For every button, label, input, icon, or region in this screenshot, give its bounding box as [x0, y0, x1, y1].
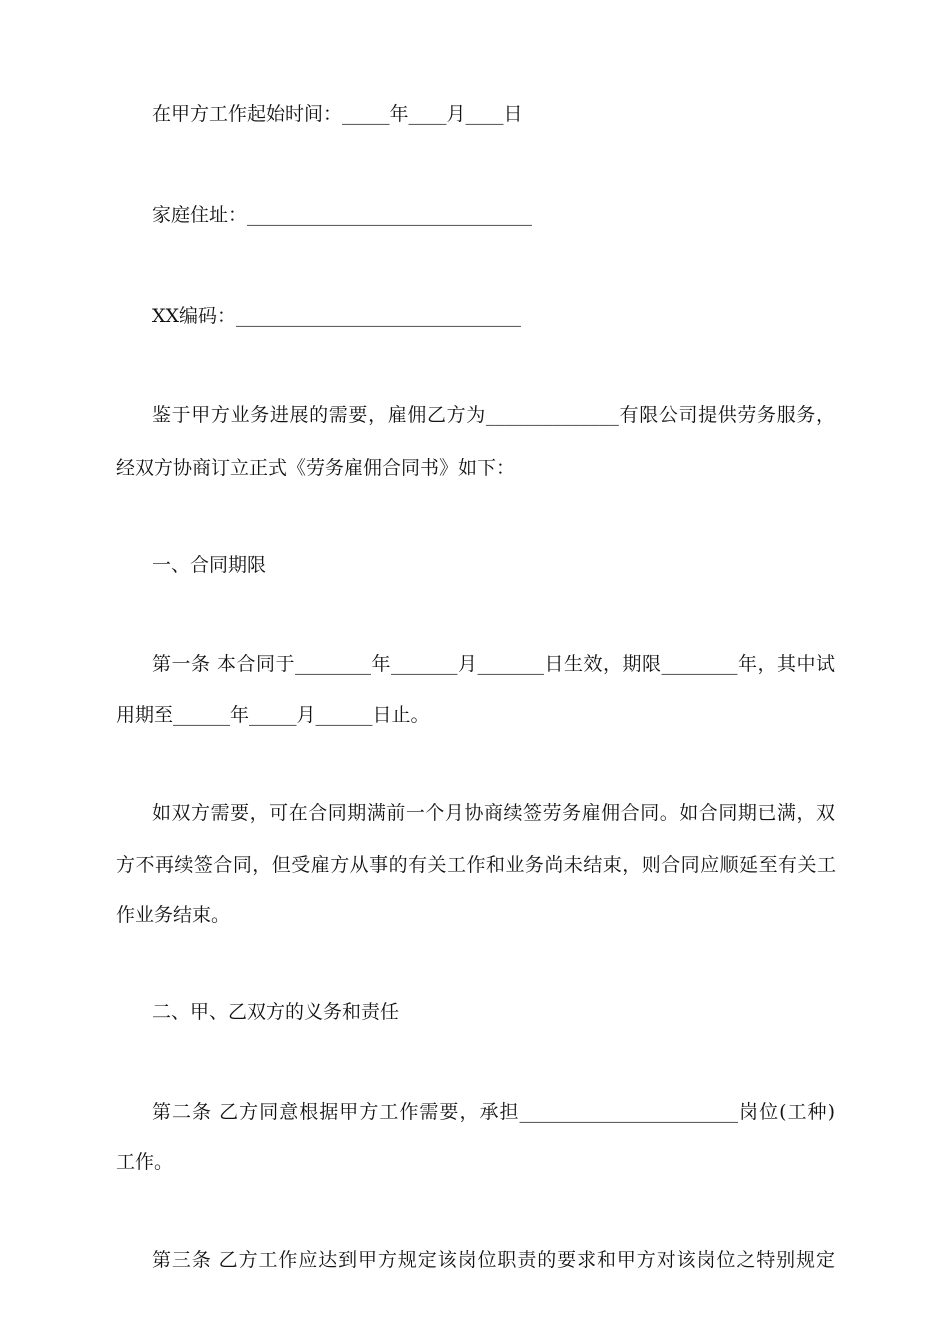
intro-paragraph-line-1: 鉴于甲方业务进展的需要，雇佣乙方为______________有限公司提供劳务服务，	[152, 404, 835, 426]
intro-paragraph-line-2: 经双方协商订立正式《劳务雇佣合同书》如下：	[116, 457, 516, 479]
article-2-line-1: 第二条 乙方同意根据甲方工作需要，承担_______________________岗位(工种)	[152, 1101, 835, 1123]
renewal-line-1: 如双方需要，可在合同期满前一个月协商续签劳务雇佣合同。如合同期已满，双	[152, 802, 835, 824]
section-2-heading: 二、甲、乙双方的义务和责任	[152, 1001, 400, 1023]
article-3-line-1: 第三条 乙方工作应达到甲方规定该岗位职责的要求和甲方对该岗位之特别规定	[152, 1249, 835, 1271]
start-time-line: 在甲方工作起始时间：_____年____月____日	[152, 103, 523, 125]
postcode-line: XX编码：______________________________	[152, 305, 522, 327]
article-1-line-2: 用期至______年_____月______日止。	[116, 704, 430, 726]
home-address-line: 家庭住址：______________________________	[152, 204, 533, 226]
renewal-line-3: 作业务结束。	[116, 904, 231, 926]
article-2-line-2: 工作。	[116, 1151, 174, 1173]
article-1-line-1: 第一条 本合同于________年_______月_______日生效，期限________年，其中试	[152, 653, 835, 675]
renewal-line-2: 方不再续签合同，但受雇方从事的有关工作和业务尚未结束，则合同应顺延至有关工	[116, 854, 836, 876]
section-1-heading: 一、合同期限	[152, 554, 267, 576]
